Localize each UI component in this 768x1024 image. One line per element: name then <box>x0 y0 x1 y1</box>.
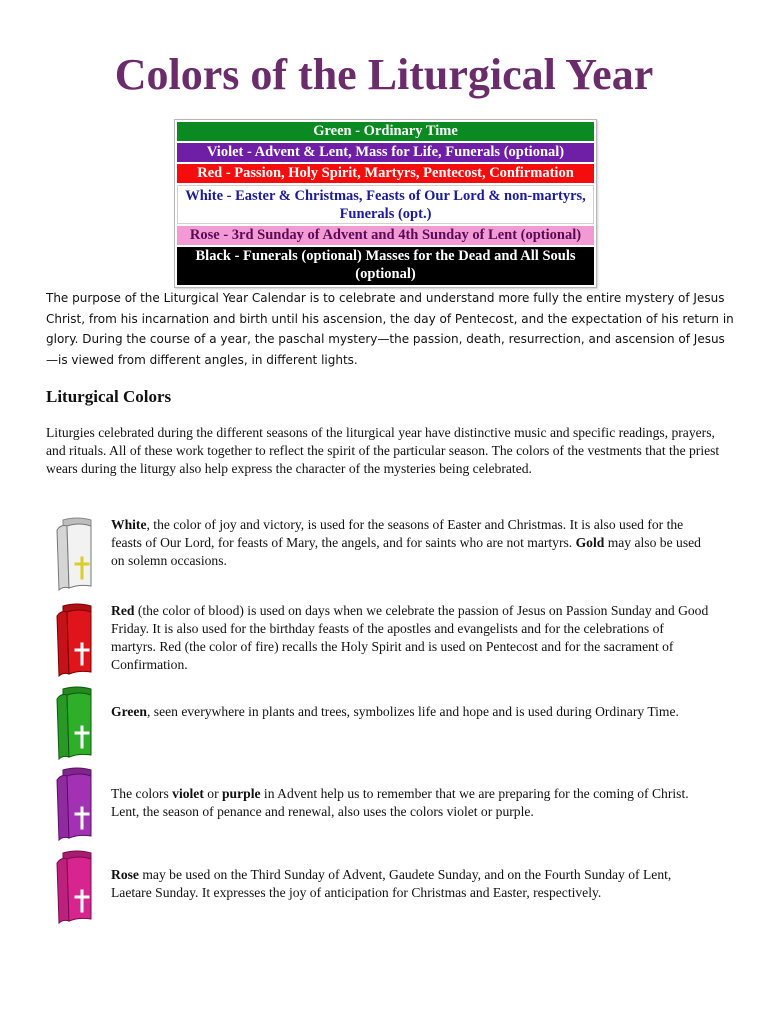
white-stole-icon <box>55 516 101 592</box>
color-row-red: Red - Passion, Holy Spirit, Martyrs, Pentecost, Confirmation <box>177 164 594 183</box>
entry-text-part: (the color of blood) is used on days when we celebrate the passion of Jesus on Passion Sunday and Good Friday. It is also used for the birthday feasts of the apostles and evangelists and for the celebrations of martyrs. Red (the color of fire) recalls the Holy Spirit and is used on Pentecost and for the sacrament of Confirmation. <box>111 603 709 672</box>
entry-text <box>111 785 711 821</box>
entry-text-part: may also be used on solemn occasions. <box>111 535 701 568</box>
color-row-black: Black - Funerals (optional) Masses for the Dead and All Souls (optional) <box>177 247 594 285</box>
rose-stole-icon <box>55 849 101 925</box>
color-name-secondary: purple <box>222 786 261 801</box>
color-row-violet: Violet - Advent & Lent, Mass for Life, Funerals (optional) <box>177 143 594 162</box>
color-name: Green <box>111 704 147 719</box>
color-name: White <box>111 517 147 532</box>
entry-text <box>111 866 711 902</box>
color-row-rose: Rose - 3rd Sunday of Advent and 4th Sunday of Lent (optional) <box>177 226 594 245</box>
entry-text-part: The colors <box>111 786 173 801</box>
section-heading: Liturgical Colors <box>46 387 172 406</box>
color-name: Rose <box>111 867 139 882</box>
entry-text-part: , seen everywhere in plants and trees, symbolizes life and hope and is used during Ordinary Time. <box>147 704 679 719</box>
entry-text-part: , the color of joy and victory, is used for the seasons of Easter and Christmas. It is also used for the feasts of Our Lord, for feasts of Mary, the angels, and for saints who are not martyrs. <box>111 517 684 550</box>
liturgical-color-table <box>174 119 597 288</box>
purple-stole-icon <box>55 766 101 842</box>
green-stole-icon <box>55 685 101 761</box>
color-row-white: White - Easter & Christmas, Feasts of Our Lord & non-martyrs, Funerals (opt.) <box>177 185 594 224</box>
entry-text <box>111 516 711 570</box>
entry-text-part: in Advent help us to remember that we are preparing for the coming of Christ. Lent, the season of penance and renewal, also uses the colors violet or purple. <box>111 786 689 819</box>
color-name: violet <box>172 786 204 801</box>
entry-text-part: may be used on the Third Sunday of Advent, Gaudete Sunday, and on the Fourth Sunday of Lent, Laetare Sunday. It expresses the joy of anticipation for Christmas and Easter, respectively. <box>111 867 672 900</box>
color-name-secondary: Gold <box>575 535 605 550</box>
entry-text <box>111 703 711 721</box>
red-stole-icon <box>55 602 101 678</box>
intro-paragraph: The purpose of the Liturgical Year Calendar is to celebrate and understand more fully the entire mystery of Jesus Christ, from his incarnation and birth until his ascension, the day of Pentecost, and the expectation of his return in glory. During the course of a year, the paschal mystery—the passion, death, resurrection, and ascension of Jesus—is viewed from different angles, in different lights. <box>46 291 734 367</box>
color-row-green: Green - Ordinary Time <box>177 122 594 141</box>
page-title: Colors of the Liturgical Year <box>114 50 654 99</box>
section-paragraph: Liturgies celebrated during the different seasons of the liturgical year have distinctive music and specific readings, prayers, and rituals. All of these work together to reflect the spirit of the particular season. The colors of the vestments that the priest wears during the liturgy also help express the character of the mysteries being celebrated. <box>46 425 720 476</box>
entry-text-part: or <box>203 786 222 801</box>
entry-text <box>111 602 711 674</box>
color-name: Red <box>111 603 135 618</box>
